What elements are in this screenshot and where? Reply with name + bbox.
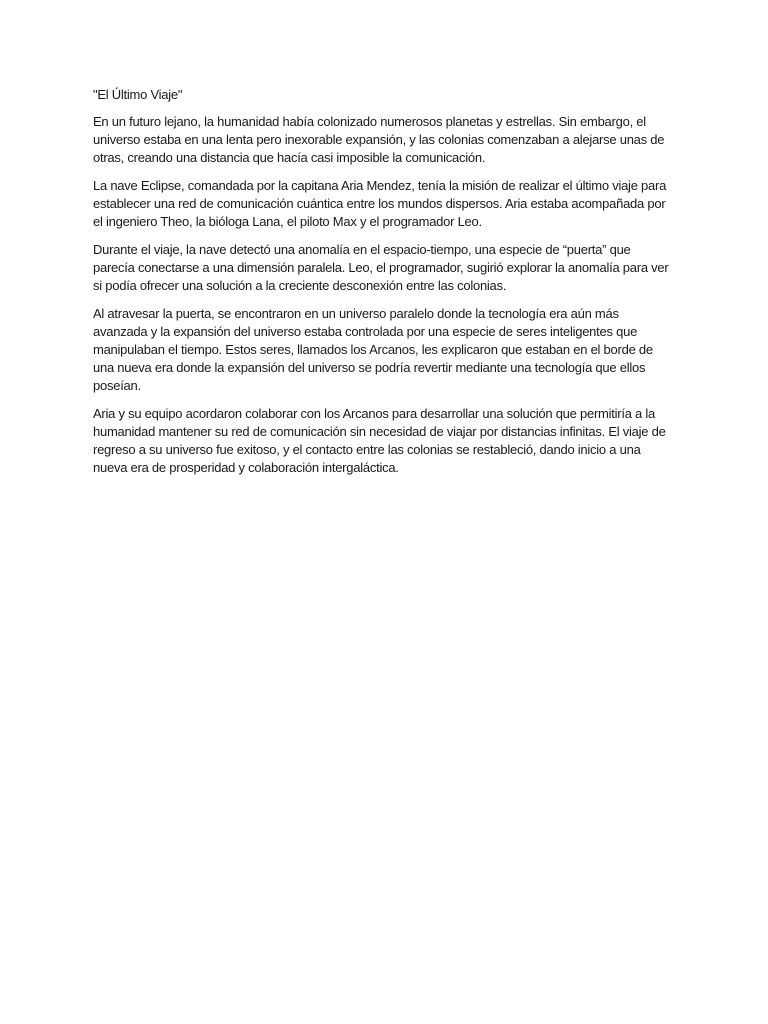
document-title: "El Último Viaje" bbox=[93, 87, 183, 102]
paragraph-3: Durante el viaje, la nave detectó una anomalía en el espacio-tiempo, una especie de “puerta” que parecía conectarse a una dimensión paralela. Leo, el programador, sugirió explorar la anomalía para ver si podía ofrecer una solución a la creciente desconexión entre las colonias. bbox=[93, 242, 669, 293]
document-body bbox=[93, 86, 675, 487]
paragraph-5: Aria y su equipo acordaron colaborar con los Arcanos para desarrollar una solución que permitiría a la humanidad mantener su red de comunicación sin necesidad de viajar por distancias infinitas. El viaje de regreso a su universo fue exitoso, y el contacto entre las colonias se restableció, dando inicio a una nueva era de prosperidad y colaboración intergaláctica. bbox=[93, 406, 666, 475]
paragraph-2: La nave Eclipse, comandada por la capitana Aria Mendez, tenía la misión de realizar el último viaje para establecer una red de comunicación cuántica entre los mundos dispersos. Aria estaba acompañada por el ingeniero Theo, la bióloga Lana, el piloto Max y el programador Leo. bbox=[93, 178, 667, 229]
paragraph-4: Al atravesar la puerta, se encontraron en un universo paralelo donde la tecnología era aún más avanzada y la expansión del universo estaba controlada por una especie de seres inteligentes que manipulaban el tiempo. Estos seres, llamados los Arcanos, les explicaron que estaban en el borde de una nueva era donde la expansión del universo se podría revertir mediante una tecnología que ellos poseían. bbox=[93, 306, 653, 393]
paragraph-1: En un futuro lejano, la humanidad había colonizado numerosos planetas y estrellas. Sin embargo, el universo estaba en una lenta pero inexorable expansión, y las colonias comenzaban a alejarse unas de otras, creando una distancia que hacía casi imposible la comunicación. bbox=[93, 114, 665, 165]
